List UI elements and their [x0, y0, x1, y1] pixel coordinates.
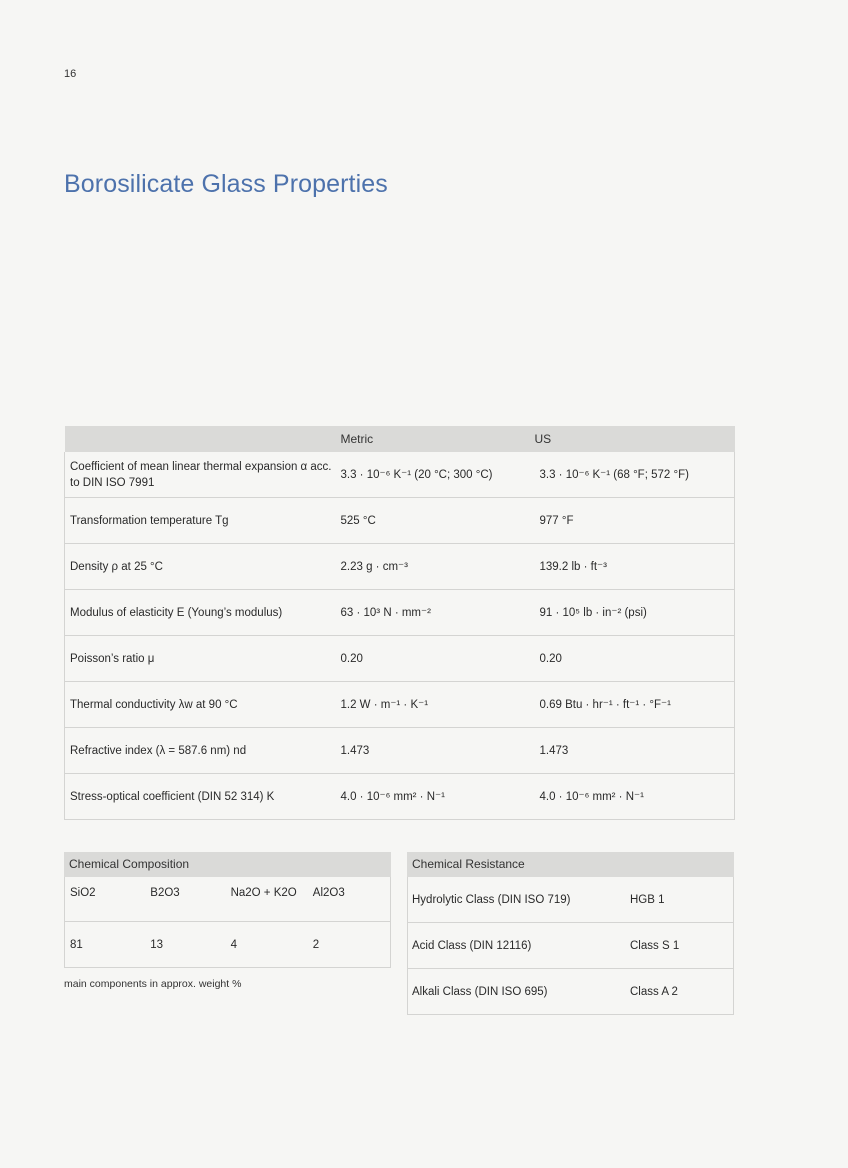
us-value: 0.69 Btu · hr⁻¹ · ft⁻¹ · °F⁻¹ — [535, 682, 735, 728]
property-name: Refractive index (λ = 587.6 nm) nd — [65, 728, 337, 774]
metric-value: 525 °C — [337, 498, 535, 544]
properties-header-row — [65, 426, 735, 452]
us-value: 1.473 — [535, 728, 735, 774]
component-name: Al2O3 — [312, 887, 345, 899]
resistance-value: Class S 1 — [630, 939, 680, 952]
us-value: 4.0 · 10⁻⁶ mm² · N⁻¹ — [535, 774, 735, 820]
table-row — [65, 498, 735, 544]
table-row — [65, 452, 735, 498]
table-row — [407, 969, 734, 1015]
property-name: Modulus of elasticity E (Young’s modulus) — [65, 590, 337, 636]
resistance-value: Class A 2 — [630, 985, 678, 998]
header-metric: Metric — [337, 426, 535, 452]
resistance-name: Acid Class (DIN 12116) — [412, 939, 532, 952]
property-name: Transformation temperature Tg — [65, 498, 337, 544]
composition-title: Chemical Composition — [64, 852, 391, 877]
component-name: B2O3 — [150, 887, 180, 899]
us-value: 0.20 — [535, 636, 735, 682]
metric-value: 3.3 · 10⁻⁶ K⁻¹ (20 °C; 300 °C) — [337, 452, 535, 498]
composition-components-row — [64, 877, 391, 922]
page-title: Borosilicate Glass Properties — [64, 170, 388, 198]
component-value: 2 — [312, 938, 320, 951]
us-value: 139.2 lb · ft⁻³ — [535, 544, 735, 590]
component-value: 4 — [230, 938, 237, 951]
property-name: Coefficient of mean linear thermal expansion α acc. to DIN ISO 7991 — [65, 452, 337, 498]
us-value: 91 · 10⁵ lb · in⁻² (psi) — [535, 590, 735, 636]
us-value: 977 °F — [535, 498, 735, 544]
property-name: Stress-optical coefficient (DIN 52 314) K — [65, 774, 337, 820]
metric-value: 2.23 g · cm⁻³ — [337, 544, 535, 590]
table-row — [407, 877, 734, 923]
composition-values-row — [64, 922, 391, 968]
resistance-name: Alkali Class (DIN ISO 695) — [412, 985, 548, 998]
table-row — [65, 544, 735, 590]
composition-note: main components in approx. weight % — [64, 978, 242, 990]
metric-value: 0.20 — [337, 636, 535, 682]
metric-value: 1.2 W · m⁻¹ · K⁻¹ — [337, 682, 535, 728]
metric-value: 4.0 · 10⁻⁶ mm² · N⁻¹ — [337, 774, 535, 820]
table-row — [65, 636, 735, 682]
component-name: Na2O + K2O — [230, 887, 297, 899]
property-name: Density ρ at 25 °C — [65, 544, 337, 590]
component-value: 13 — [150, 938, 164, 951]
metric-value: 1.473 — [337, 728, 535, 774]
properties-table — [64, 426, 735, 820]
table-row — [407, 923, 734, 969]
resistance-name: Hydrolytic Class (DIN ISO 719) — [412, 893, 571, 906]
component-name: SiO2 — [70, 887, 96, 899]
chemical-composition-table — [64, 852, 391, 968]
table-row — [65, 774, 735, 820]
table-row — [65, 590, 735, 636]
property-name: Poisson’s ratio μ — [65, 636, 337, 682]
chemical-resistance-table — [407, 852, 734, 1015]
resistance-value: HGB 1 — [630, 893, 665, 906]
table-row — [65, 728, 735, 774]
header-us: US — [535, 426, 735, 452]
metric-value: 63 · 10³ N · mm⁻² — [337, 590, 535, 636]
table-row — [65, 682, 735, 728]
property-name: Thermal conductivity λw at 90 °C — [65, 682, 337, 728]
page-number: 16 — [64, 68, 77, 80]
header-property — [65, 426, 337, 452]
component-value: 81 — [70, 938, 83, 951]
us-value: 3.3 · 10⁻⁶ K⁻¹ (68 °F; 572 °F) — [535, 452, 735, 498]
resistance-title: Chemical Resistance — [407, 852, 734, 877]
